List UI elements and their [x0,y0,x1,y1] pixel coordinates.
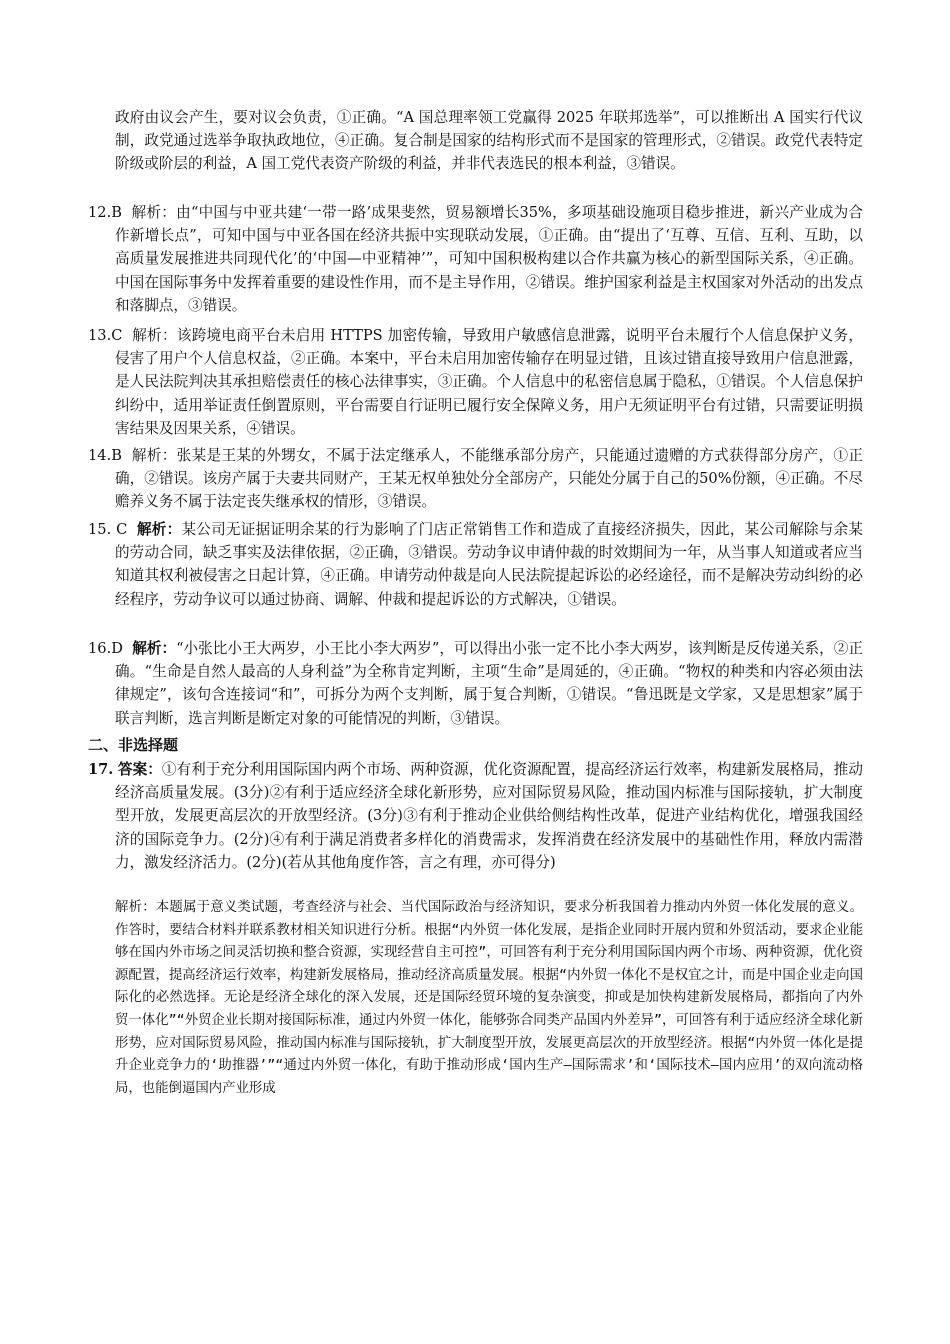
item-text: 该跨境电商平台未启用 HTTPS 加密传输，导致用户敏感信息泄露，说明平台未履行个人信息保护义务，侵害了用户个人信息权益，②正确。本案中，平台未启用加密传输存在明显过错，且该过错直接导致用户信息泄露，是人民法院判决其承担赔偿责任的核心法律事实，③正确。个人信息中的私密信息属于隐私，①错误。个人信息保护纠纷中，适用举证责任倒置原则，平台需要自行证明已履行安全保障义务，用户无须证明平台有过错，只需要证明损害结果及因果关系，④错误。 [115,327,863,437]
item-13 [88,324,863,440]
intro-paragraph: 政府由议会产生，要对议会负责，①正确。“A 国总理率领工党赢得 2025 年联邦选举”，可以推断出 A 国实行代议制，政党通过选举争取执政地位，④正确。复合制是国家的结构形式而不是国家的管理形式，②错误。政党代表特定阶级或阶层的利益，A 国工党代表资产阶级的利益，并非代表选民的根本利益，③错误。 [115,109,863,173]
section-title: 二、非选择题 [88,736,179,754]
item-15 [88,518,863,611]
item-label: 解析： [131,447,177,464]
intro-block [88,106,863,176]
item-label: 答案： [118,761,162,778]
item-16 [88,637,863,730]
item-text: “小张比小王大两岁，小王比小李大两岁”，可以得出小张一定不比小李大两岁，该判断是反传递关系，②正确。“生命是自然人最高的人身利益”为全称肯定判断，主项“生命”是周延的，④正确。“物权的种类和内容必须由法律规定”，该句含连接词“和”，可拆分为两个支判断，属于复合判断，①错误。“鲁迅既是文学家，又是思想家”属于联言判断，选言判断是断定对象的可能情况的判断，③错误。 [115,640,863,727]
item-label: 解析： [132,640,177,657]
item-label: 解析： [136,521,182,538]
analysis-text: 本题属于意义类试题，考查经济与社会、当代国际政治与经济知识，要求分析我国着力推动内外贸一体化发展的意义。作答时，要结合材料并联系教材相关知识进行分析。根据“内外贸一体化发展，是指企业同时开展内贸和外贸活动，要求企业能够在国内外市场之间灵活切换和整合资源，实现经营自主可控”，可回答有利于充分利用国际国内两个市场、两种资源，优化资源配置，提高经济运行效率，构建新发展格局，推动经济高质量发展。根据“内外贸一体化不是权宜之计，而是中国企业走向国际化的必然选择。无论是经济全球化的深入发展，还是国际经贸环境的复杂演变，抑或是加快构建新发展格局，都指向了内外贸一体化”“外贸企业长期对接国际标准，通过内外贸一体化，能够弥合同类产品国内外差异”，可回答有利于适应经济全球化新形势，应对国际贸易风险，推动国内标准与国际接轨，扩大制度型开放，发展更高层次的开放型经济。根据“内外贸一体化是提升企业竞争力的‘助推器’”“通过内外贸一体化，有助于推动形成‘国内生产—国际需求’和‘国际技术—国内应用’的双向流动格局，也能倒逼国内产业形成 [115,900,863,1096]
item-label: 解析： [131,204,177,221]
analysis-label: 解析： [115,900,156,915]
item-number: 17. [88,761,114,778]
item-text: 某公司无证据证明余某的行为影响了门店正常销售工作和造成了直接经济损失，因此，某公司解除与余某的劳动合同，缺乏事实及法律依据，②正确，③错误。劳动争议申请仲裁的时效期间为一年，从当事人知道或者应当知道其权利被侵害之日起计算，④正确。申请劳动仲裁是向人民法院提起诉讼的必经途径，而不是解决劳动纠纷的必经程序，劳动争议可以通过协商、调解、仲裁和提起诉讼的方式解决，①错误。 [115,521,863,608]
item-number: 13.C [88,327,123,344]
item-label: 解析： [132,327,177,344]
item-number: 16.D [88,640,123,657]
item-text: ①有利于充分利用国际国内两个市场、两种资源，优化资源配置，提高经济运行效率，构建新发展格局，推动经济高质量发展。(3分)②有利于适应经济全球化新形势，应对国际贸易风险，推动国内标准与国际接轨，扩大制度型开放，发展更高层次的开放型经济。(3分)③有利于推动企业供给侧结构性改革，促进产业结构优化，增强我国经济的国际竞争力。(2分)④有利于满足消费者多样化的消费需求，发挥消费在经济发展中的基础性作用，释放内需潜力，激发经济活力。(2分)(若从其他角度作答，言之有理，亦可得分) [115,761,863,871]
item-number: 15. C [88,521,128,538]
item-12 [88,201,863,317]
item-17 [88,758,863,874]
item-text: 张某是王某的外甥女，不属于法定继承人，不能继承部分房产，只能通过遗赠的方式获得部分房产，①正确，②错误。该房产属于夫妻共同财产，王某无权单独处分全部房产，只能处分属于自己的50%份额，④正确。不尽赡养义务不属于法定丧失继承权的情形，③错误。 [115,447,863,511]
analysis-block [115,897,863,1100]
item-number: 12.B [88,204,122,221]
item-text: 由“中国与中亚共建‘一带一路’成果斐然，贸易额增长35%，多项基础设施项目稳步推进，新兴产业成为合作新增长点”，可知中国与中亚各国在经济共振中实现联动发展，①正确。由“提出了‘互尊、互信、互利、互助，以高质量发展推进共同现代化’的‘中国—中亚精神’”，可知中国积极构建以合作共赢为核心的新型国际关系，④正确。中国在国际事务中发挥着重要的建设性作用，而不是主导作用，②错误。维护国家利益是主权国家对外活动的出发点和落脚点，③错误。 [115,204,863,314]
item-number: 14.B [88,447,122,464]
item-14 [88,444,863,514]
